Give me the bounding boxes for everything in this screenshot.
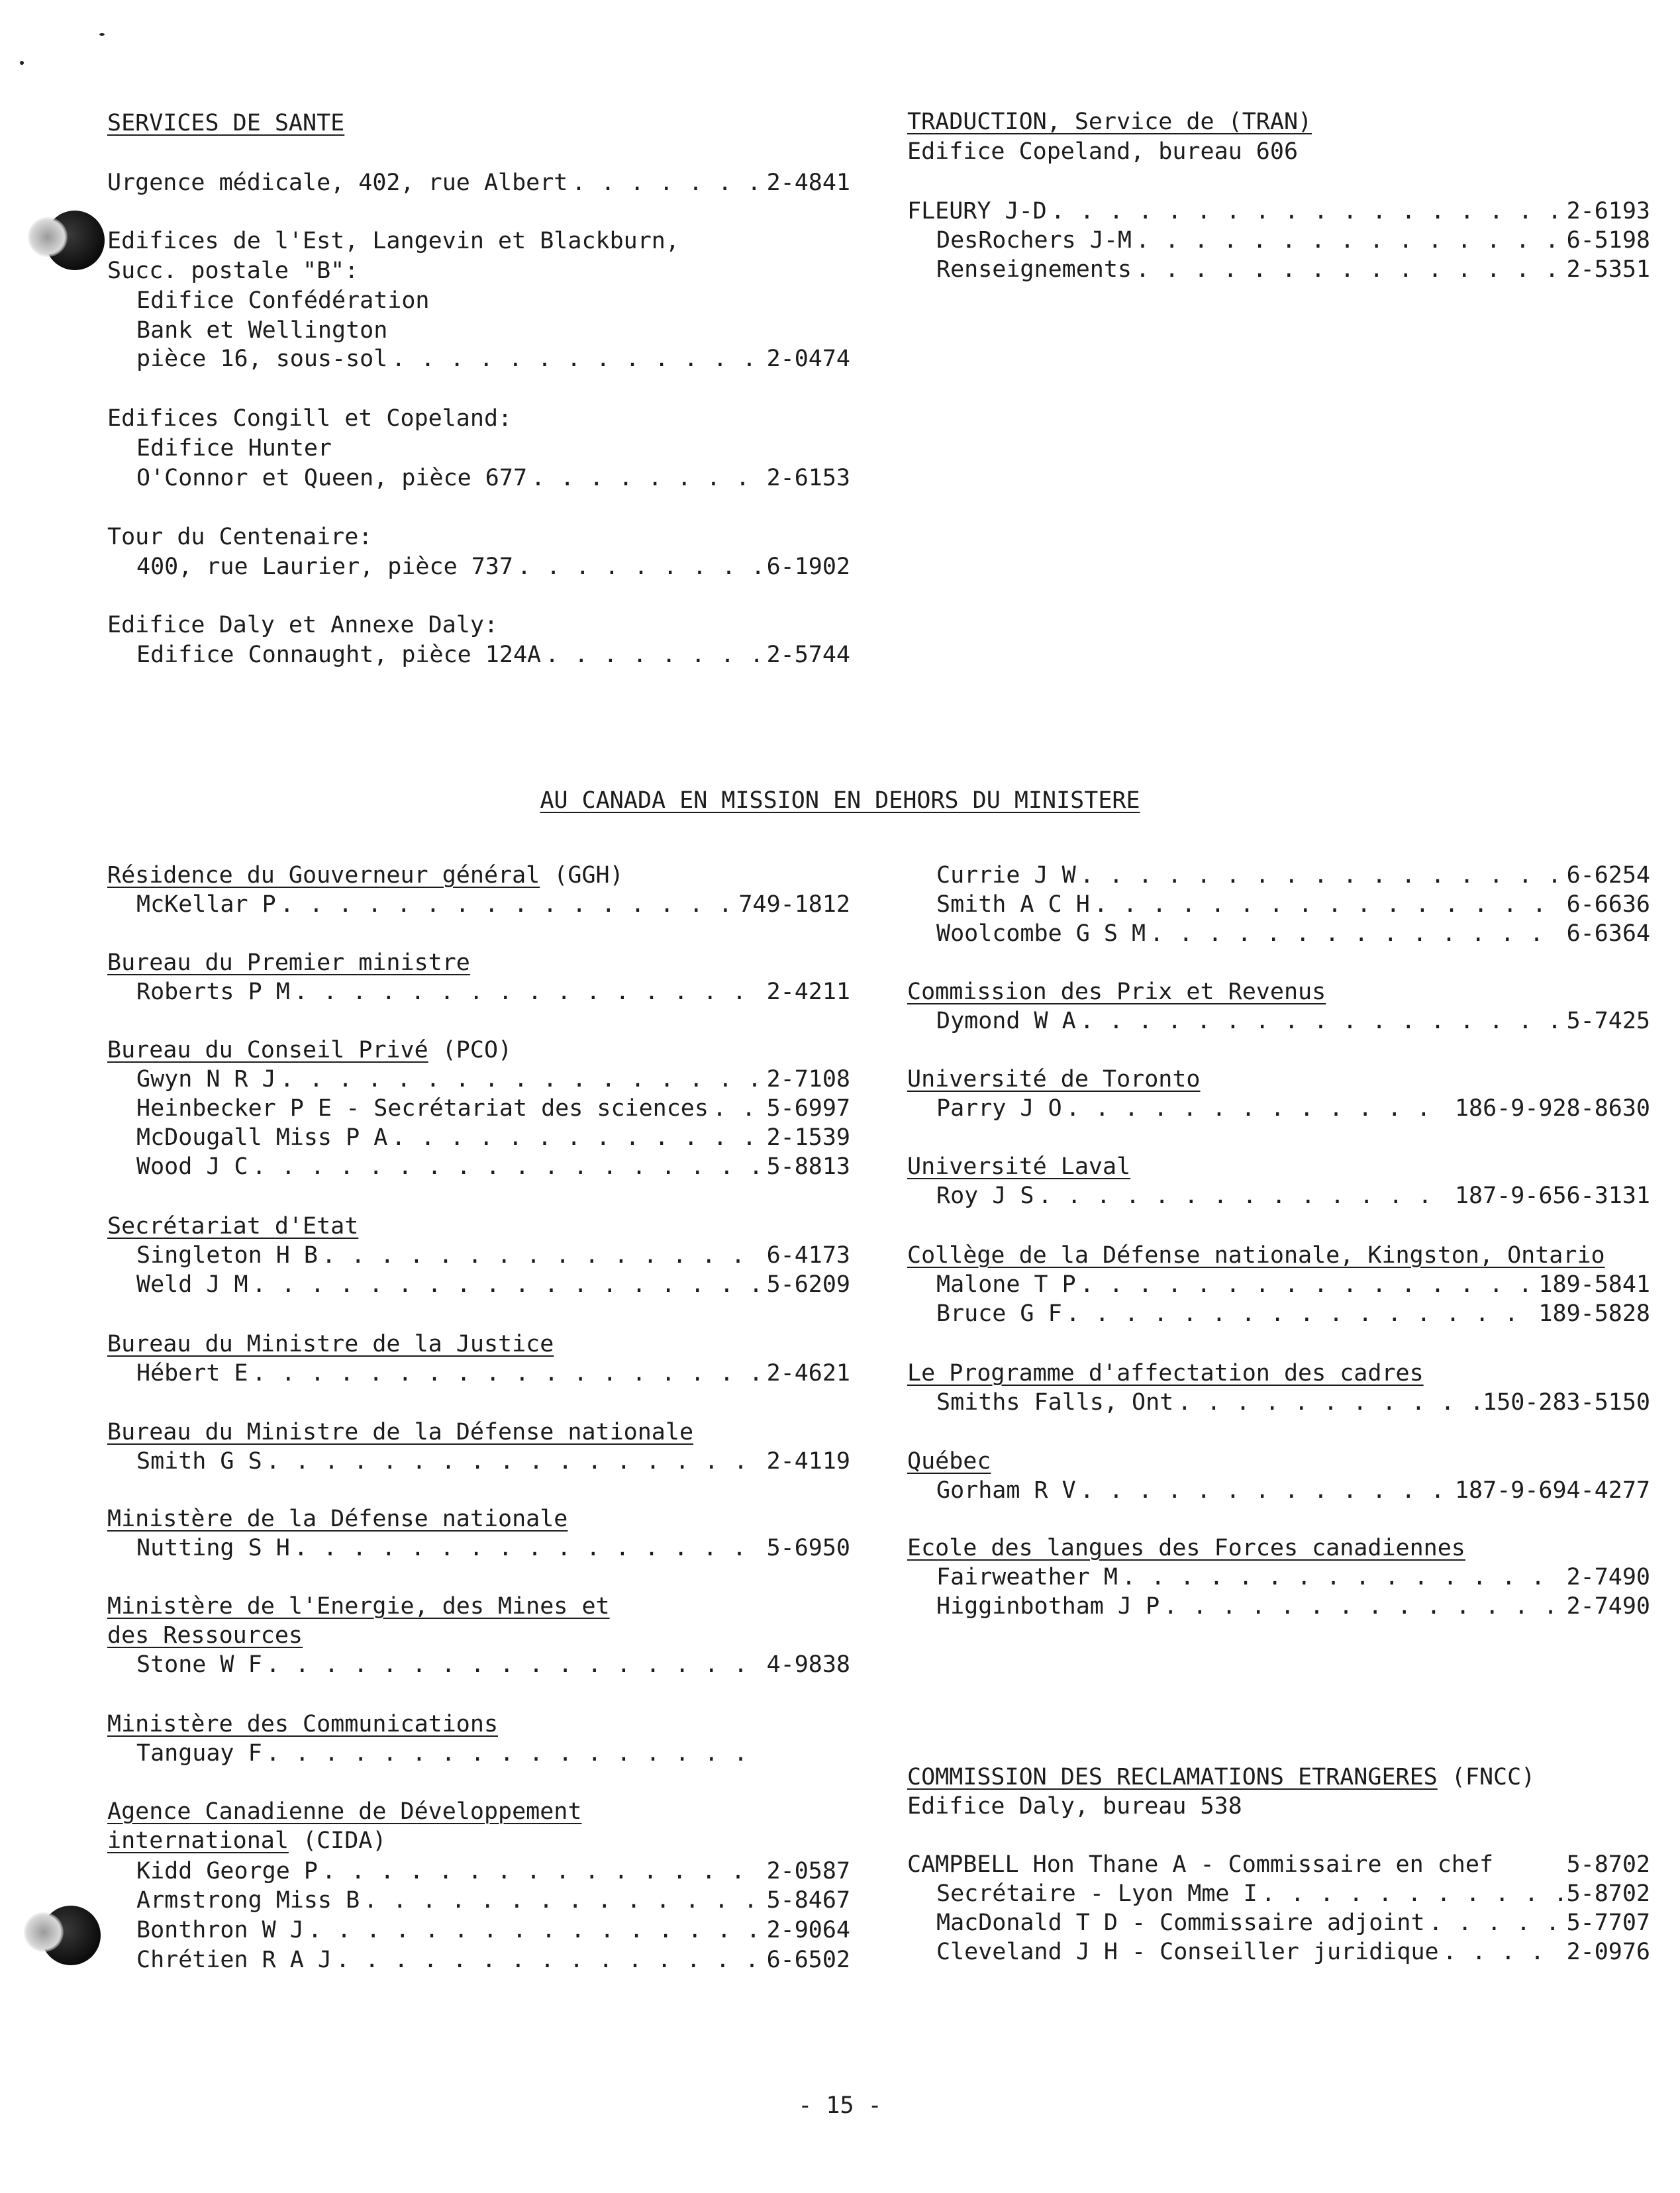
section-address: Edifice Copeland, bureau 606 [907,138,1299,165]
directory-entry: Singleton H B . . . 6-4173 [107,1241,850,1270]
org-heading: Québec [907,1448,991,1475]
directory-entry: Chrétien R A J . . . 6-6502 [107,1945,850,1974]
directory-entry: Heinbecker P E - Secrétariat des sciences . . . 5-6997 [107,1094,850,1123]
address-line: Tour du Centenaire: [107,524,373,550]
address-line: Edifice Hunter [136,435,332,462]
directory-entry: Hébert E . . . 2-4621 [107,1359,850,1388]
address-line: Edifice Daly et Annexe Daly: [107,612,499,638]
directory-entry: Higginbotham J P . . . 2-7490 [907,1592,1650,1621]
org-heading: Université Laval [907,1153,1131,1180]
org-heading: Bureau du Premier ministre [107,950,470,976]
org-heading: Ministère de la Défense nationale [107,1506,568,1532]
org-heading: Bureau du Ministre de la Défense nationale [107,1419,694,1445]
directory-entry: Wood J C . . . 5-8813 [107,1152,850,1181]
org-heading: Bureau du Conseil Privé (PCO) [107,1037,513,1063]
directory-entry: Roberts P M . . . 2-4211 [107,977,850,1006]
directory-entry: Smith A C H . . . 6-6636 [907,890,1650,919]
org-heading: Ministère des Communications [107,1711,499,1737]
directory-entry: FLEURY J-D . . . 2-6193 [907,197,1650,226]
directory-entry: Woolcombe G S M . . . 6-6364 [907,919,1650,948]
section-address: Edifice Daly, bureau 538 [907,1793,1242,1820]
org-heading: Collège de la Défense nationale, Kingston, Ontario [907,1242,1605,1269]
scan-speck [99,33,105,36]
scan-speck [20,61,24,65]
org-heading: international (CIDA) [107,1828,387,1854]
directory-entry: 400, rue Laurier, pièce 737 . . . 6-1902 [107,552,850,581]
mission-heading [0,786,1680,815]
directory-entry: Currie J W . . . 6-6254 [907,861,1650,890]
directory-entry: Gwyn N R J . . . 2-7108 [107,1065,850,1094]
page-number: - 15 - [798,2092,882,2119]
org-heading: Université de Toronto [907,1066,1201,1093]
directory-entry: Roy J S . . . 187-9-656-3131 [907,1181,1650,1210]
directory-entry: Smiths Falls, Ont . . . 150-283-5150 [907,1388,1650,1417]
directory-entry: McDougall Miss P A . . . 2-1539 [107,1123,850,1152]
directory-entry: Bruce G F . . . 189-5828 [907,1299,1650,1328]
directory-entry: Dymond W A . . . 5-7425 [907,1006,1650,1036]
org-heading: Secrétariat d'Etat [107,1213,359,1240]
directory-entry: Renseignements . . . 2-5351 [907,255,1650,284]
address-line: Succ. postale "B": [107,258,359,284]
directory-entry: MacDonald T D - Commissaire adjoint . . . 5-7707 [907,1908,1650,1937]
address-line: Edifice Confédération [136,287,430,314]
address-line: Edifices Congill et Copeland: [107,405,513,432]
mission-heading-text: AU CANADA EN MISSION EN DEHORS DU MINISTERE [540,787,1140,814]
directory-entry: Kidd George P . . . 2-0587 [107,1857,850,1886]
directory-entry: Stone W F . . . 4-9838 [107,1650,850,1679]
directory-entry: Nutting S H . . . 5-6950 [107,1534,850,1563]
punch-hole [41,1906,101,1965]
directory-entry: Tanguay F . . . [107,1739,850,1768]
org-heading: Ministère de l'Energie, des Mines et [107,1593,610,1620]
punch-hole [45,211,105,270]
address-line: Edifices de l'Est, Langevin et Blackburn, [107,228,679,254]
directory-entry: McKellar P . . . 749-1812 [107,890,850,919]
directory-entry: Parry J O . . . 186-9-928-8630 [907,1094,1650,1123]
org-heading: Bureau du Ministre de la Justice [107,1331,554,1357]
directory-entry: Edifice Connaught, pièce 124A . . . 2-5744 [107,640,850,669]
section-heading-services-sante: SERVICES DE SANTE [107,110,345,136]
directory-entry: DesRochers J-M . . . 6-5198 [907,226,1650,255]
directory-entry: CAMPBELL Hon Thane A - Commissaire en chef 5-8702 [907,1851,1650,1878]
directory-entry: Weld J M . . . 5-6209 [107,1270,850,1299]
directory-entry: Armstrong Miss B . . . 5-8467 [107,1886,850,1915]
org-heading: Résidence du Gouverneur général (GGH) [107,862,624,889]
directory-entry: Smith G S . . . 2-4119 [107,1447,850,1476]
org-heading: des Ressources [107,1622,303,1649]
directory-entry: O'Connor et Queen, pièce 677 . . . 2-6153 [107,463,850,493]
section-heading-traduction: TRADUCTION, Service de (TRAN) [907,109,1312,135]
org-heading: Ecole des langues des Forces canadiennes [907,1535,1465,1561]
directory-entry: Fairweather M . . . 2-7490 [907,1563,1650,1592]
address-line: Bank et Wellington [136,317,388,344]
org-heading: Le Programme d'affectation des cadres [907,1360,1424,1387]
directory-entry: Bonthron W J . . . 2-9064 [107,1916,850,1945]
section-heading-fncc: COMMISSION DES RECLAMATIONS ETRANGERES (FNCC) [907,1764,1536,1790]
directory-entry: Malone T P . . . 189-5841 [907,1270,1650,1299]
directory-entry: Gorham R V . . . 187-9-694-4277 [907,1476,1650,1505]
directory-entry: Urgence médicale, 402, rue Albert . . . 2-4841 [107,168,850,197]
directory-entry: Secrétaire - Lyon Mme I . . . 5-8702 [907,1879,1650,1908]
org-heading: Commission des Prix et Revenus [907,979,1326,1005]
org-heading: Agence Canadienne de Développement [107,1798,582,1825]
directory-entry: Cleveland J H - Conseiller juridique . . . 2-0976 [907,1937,1650,1967]
directory-entry: pièce 16, sous-sol . . . 2-0474 [107,344,850,373]
